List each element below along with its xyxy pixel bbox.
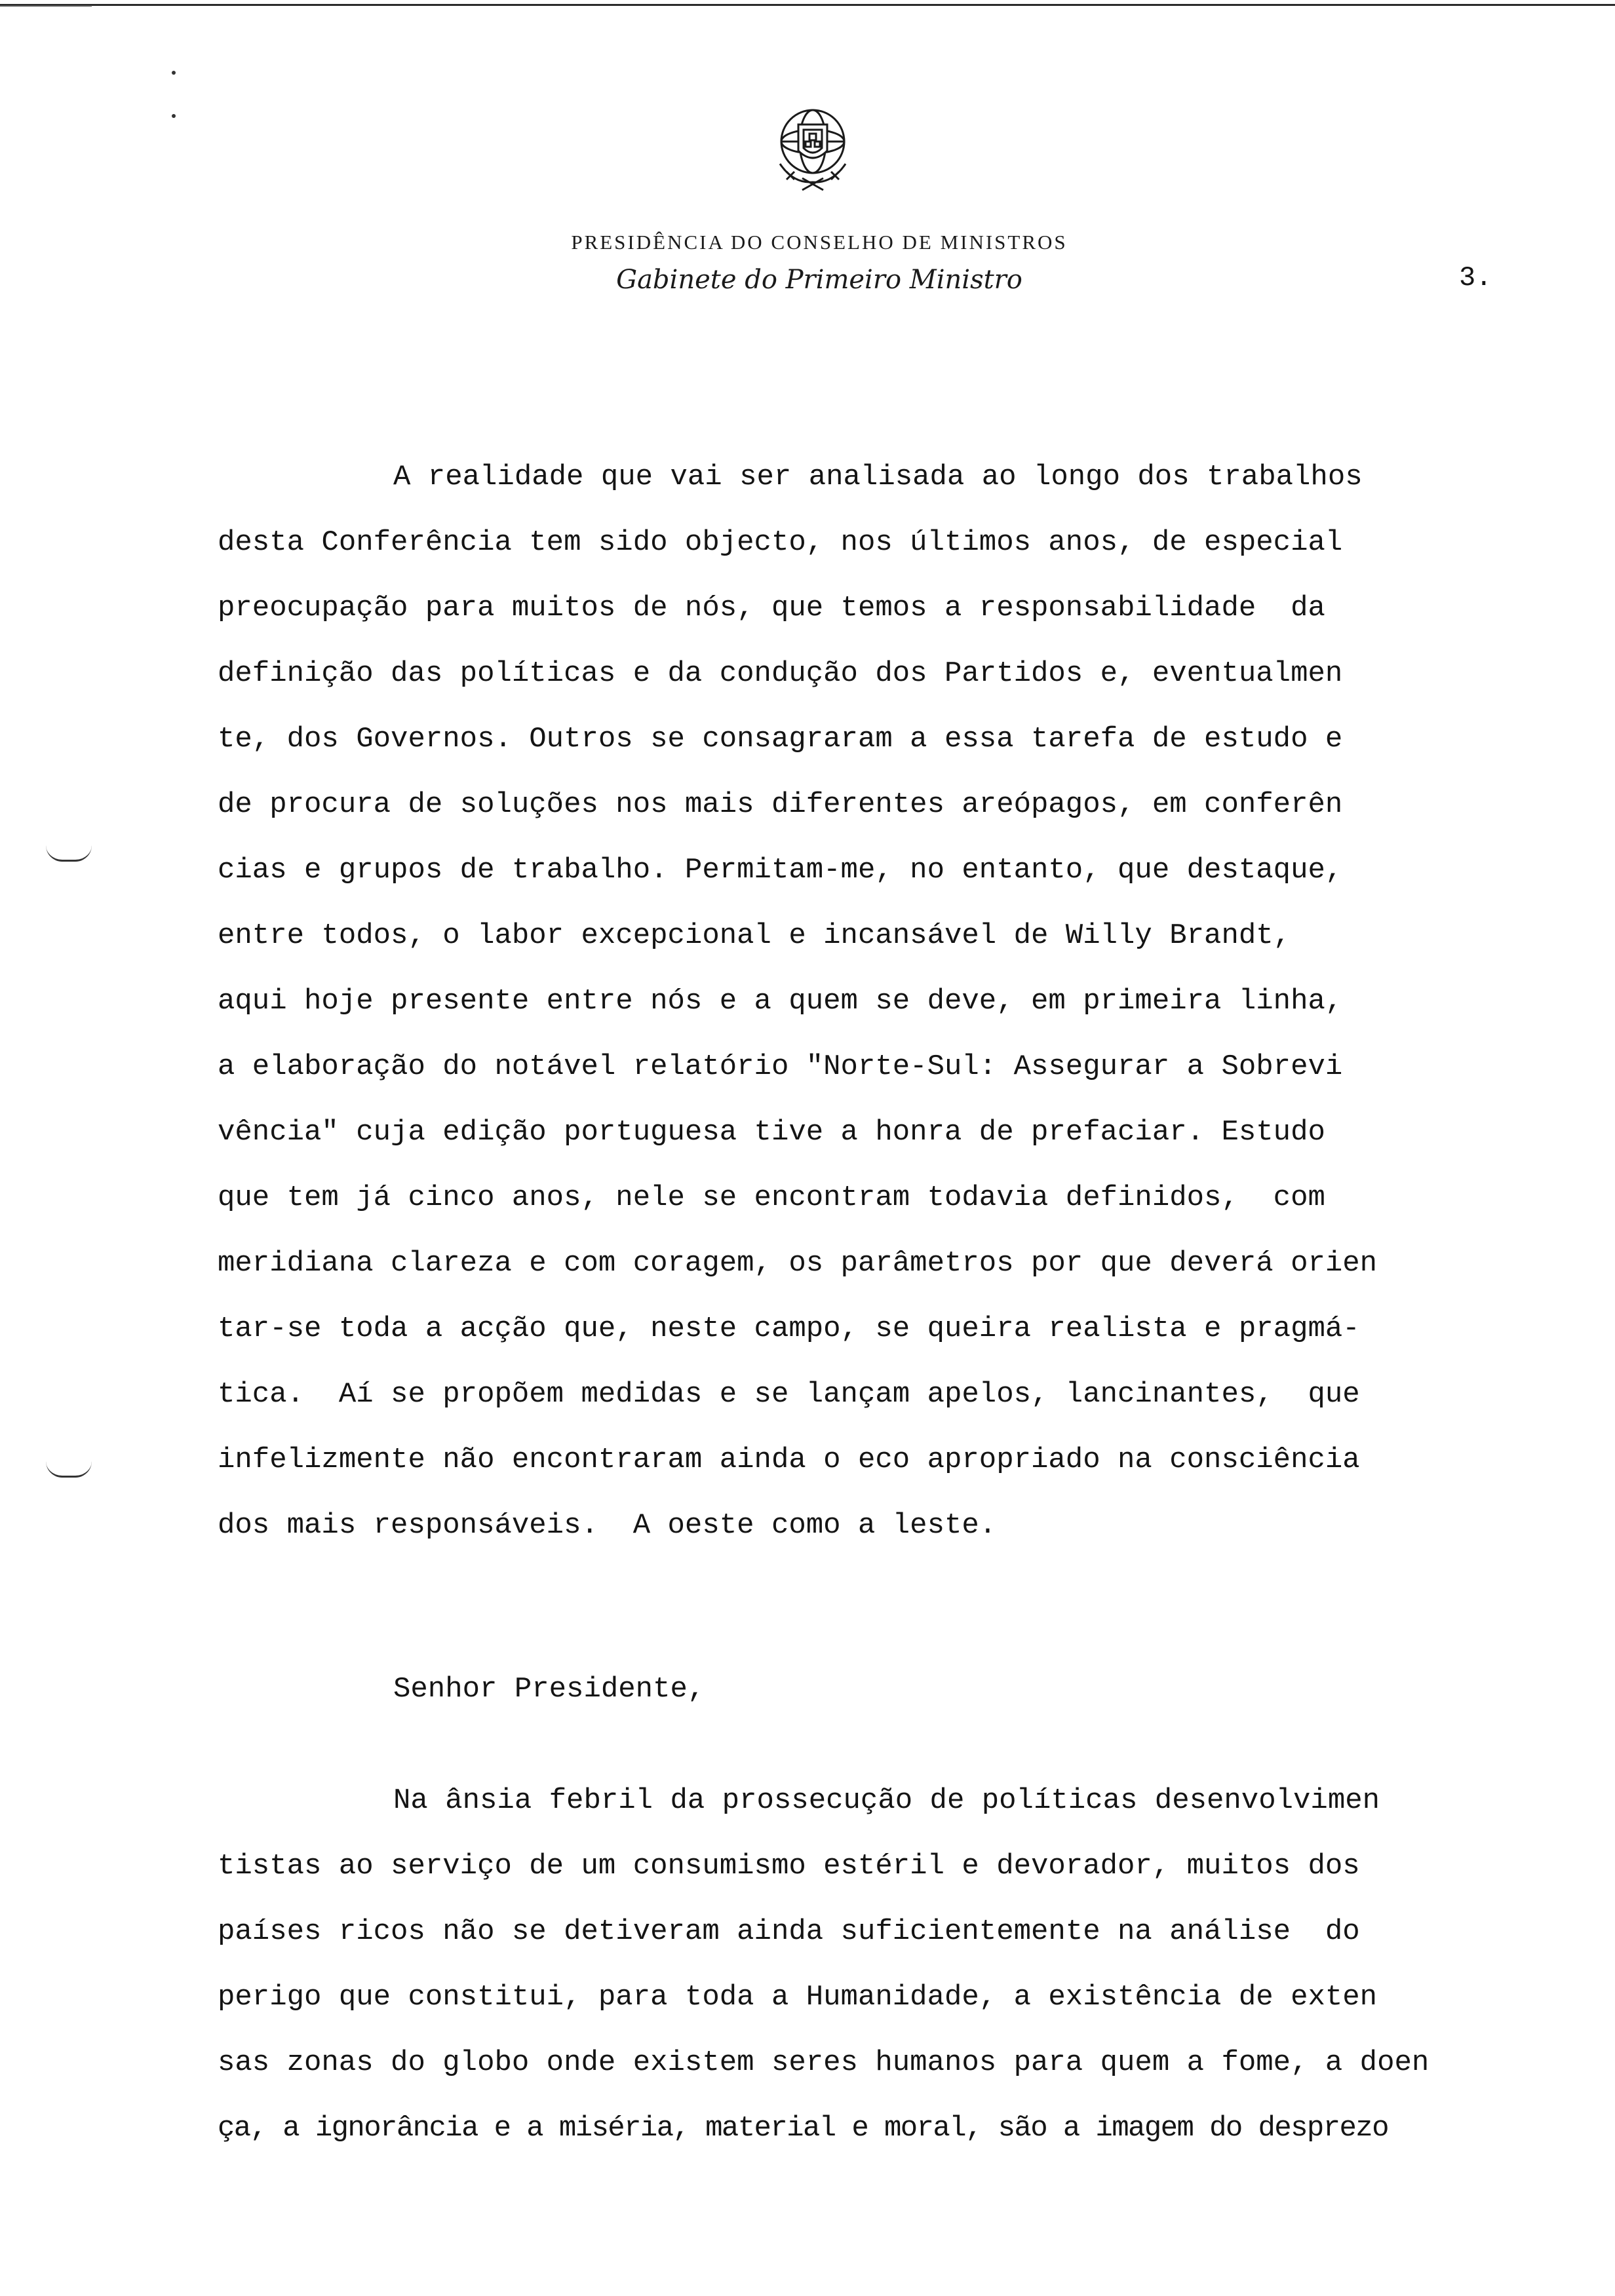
text-line: tistas ao serviço de um consumismo estéril e devorador, muitos dos <box>218 1850 1360 1883</box>
text-line: vência" cuja edição portuguesa tive a honra de prefaciar. Estudo <box>218 1116 1325 1149</box>
text-line: Senhor Presidente, <box>393 1673 705 1706</box>
text-line: meridiana clareza e com coragem, os parâmetros por que deverá orien <box>218 1247 1378 1280</box>
letterhead-subtitle: Gabinete do Primeiro Ministro <box>616 265 1022 295</box>
page-number: 3. <box>1459 262 1492 294</box>
letterhead-title: PRESIDÊNCIA DO CONSELHO DE MINISTROS <box>571 231 1068 254</box>
text-line: países ricos não se detiveram ainda suficientemente na análise do <box>218 1915 1360 1948</box>
text-line: perigo que constitui, para toda a Humanidade, a existência de exten <box>218 1981 1378 2014</box>
text-line: aqui hoje presente entre nós e a quem se deve, em primeira linha, <box>218 985 1343 1018</box>
text-line: desta Conferência tem sido objecto, nos últimos anos, de especial <box>218 526 1343 559</box>
text-line: a elaboração do notável relatório "Norte-Sul: Assegurar a Sobrevi <box>218 1050 1343 1083</box>
text-line: que tem já cinco anos, nele se encontram todavia definidos, com <box>218 1181 1325 1214</box>
text-line: sas zonas do globo onde existem seres humanos para quem a fome, a doen <box>218 2046 1430 2079</box>
text-line: entre todos, o labor excepcional e incansável de Willy Brandt, <box>218 919 1291 952</box>
text-line: dos mais responsáveis. A oeste como a leste. <box>218 1509 997 1542</box>
text-line: Na ânsia febril da prossecução de políticas desenvolvimen <box>393 1784 1380 1817</box>
text-line: te, dos Governos. Outros se consagraram a essa tarefa de estudo e <box>218 723 1343 756</box>
text-line: preocupação para muitos de nós, que temos a responsabilidade da <box>218 592 1325 624</box>
text-line: tar-se toda a acção que, neste campo, se queira realista e pragmá- <box>218 1312 1360 1345</box>
text-line: de procura de soluções nos mais diferentes areópagos, em conferên <box>218 788 1343 821</box>
portuguese-coat-of-arms-icon <box>760 98 865 203</box>
text-line: A realidade que vai ser analisada ao longo dos trabalhos <box>393 461 1363 493</box>
text-line: tica. Aí se propõem medidas e se lançam apelos, lancinantes, que <box>218 1378 1360 1411</box>
text-line: definição das políticas e da condução dos Partidos e, eventualmen <box>218 657 1343 690</box>
text-line: ça, a ignorância e a miséria, material e moral, são a imagem do desprezo <box>218 2112 1388 2145</box>
top-border-line-left <box>0 5 92 7</box>
top-border-line <box>0 4 1615 6</box>
margin-mark <box>46 845 92 862</box>
margin-mark <box>46 1461 92 1478</box>
scan-speck <box>172 71 176 75</box>
text-line: cias e grupos de trabalho. Permitam-me, no entanto, que destaque, <box>218 854 1343 887</box>
scan-speck <box>172 114 176 118</box>
text-line: infelizmente não encontraram ainda o eco apropriado na consciência <box>218 1444 1360 1476</box>
